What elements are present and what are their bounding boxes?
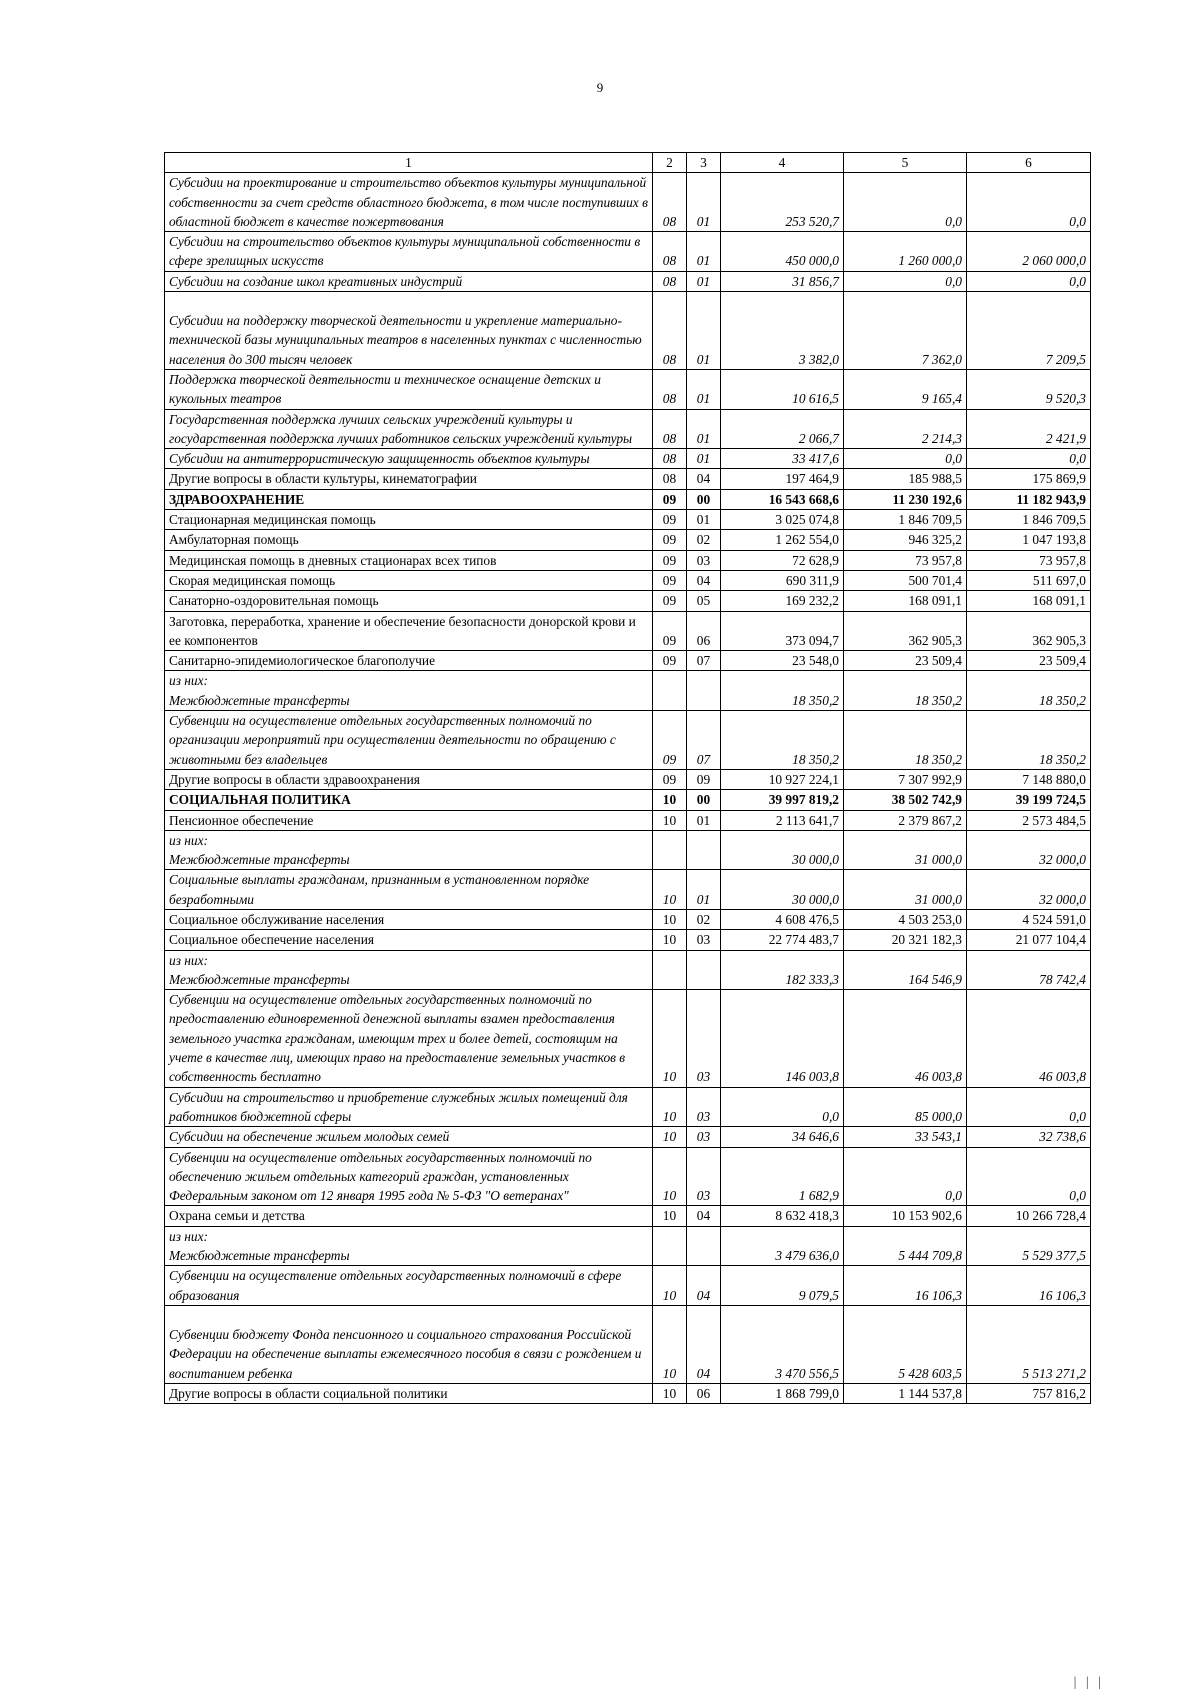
table-row bbox=[165, 769, 1091, 789]
amount-col6-cell: 757 816,2 bbox=[967, 1383, 1091, 1403]
amount-col4-cell: 182 333,3 bbox=[721, 950, 844, 990]
amount-col5-cell: 1 260 000,0 bbox=[844, 232, 967, 272]
row-name-cell: ЗДРАВООХРАНЕНИЕ bbox=[165, 489, 653, 509]
section-code-cell: 08 bbox=[653, 292, 687, 370]
row-name-cell: Субсидии на обеспечение жильем молодых семей bbox=[165, 1127, 653, 1147]
table-row bbox=[165, 810, 1091, 830]
table-row bbox=[165, 232, 1091, 272]
amount-col6-cell: 5 529 377,5 bbox=[967, 1226, 1091, 1266]
amount-col5-cell: 10 153 902,6 bbox=[844, 1206, 967, 1226]
amount-col6-cell: 23 509,4 bbox=[967, 651, 1091, 671]
section-code-cell bbox=[653, 671, 687, 711]
subsection-code-cell: 02 bbox=[687, 530, 721, 550]
subsection-code-cell: 06 bbox=[687, 1383, 721, 1403]
amount-col6-cell: 9 520,3 bbox=[967, 369, 1091, 409]
subsection-code-cell: 03 bbox=[687, 1147, 721, 1206]
table-row bbox=[165, 1226, 1091, 1266]
amount-col5-cell: 16 106,3 bbox=[844, 1266, 967, 1306]
amount-col4-cell: 3 470 556,5 bbox=[721, 1305, 844, 1383]
row-name-cell: Стационарная медицинская помощь bbox=[165, 510, 653, 530]
section-code-cell bbox=[653, 950, 687, 990]
amount-col6-cell: 4 524 591,0 bbox=[967, 909, 1091, 929]
table-row bbox=[165, 990, 1091, 1087]
subsection-code-cell: 04 bbox=[687, 570, 721, 590]
amount-col6-cell: 5 513 271,2 bbox=[967, 1305, 1091, 1383]
header-cell-4: 4 bbox=[721, 153, 844, 173]
amount-col6-cell: 11 182 943,9 bbox=[967, 489, 1091, 509]
amount-col4-cell: 4 608 476,5 bbox=[721, 909, 844, 929]
amount-col5-cell: 23 509,4 bbox=[844, 651, 967, 671]
amount-col5-cell: 164 546,9 bbox=[844, 950, 967, 990]
amount-col6-cell: 32 738,6 bbox=[967, 1127, 1091, 1147]
amount-col4-cell: 450 000,0 bbox=[721, 232, 844, 272]
table-row bbox=[165, 950, 1091, 990]
subsection-code-cell: 01 bbox=[687, 232, 721, 272]
amount-col4-cell: 2 066,7 bbox=[721, 409, 844, 449]
row-name-cell: Скорая медицинская помощь bbox=[165, 570, 653, 590]
amount-col4-cell: 18 350,2 bbox=[721, 671, 844, 711]
row-name-cell: из них: Межбюджетные трансферты bbox=[165, 1226, 653, 1266]
amount-col4-cell: 8 632 418,3 bbox=[721, 1206, 844, 1226]
table-row bbox=[165, 1147, 1091, 1206]
amount-col5-cell: 0,0 bbox=[844, 1147, 967, 1206]
subsection-code-cell: 01 bbox=[687, 173, 721, 232]
section-code-cell: 09 bbox=[653, 489, 687, 509]
table-row bbox=[165, 469, 1091, 489]
amount-col4-cell: 72 628,9 bbox=[721, 550, 844, 570]
table-row bbox=[165, 1383, 1091, 1403]
table-row bbox=[165, 909, 1091, 929]
subsection-code-cell: 04 bbox=[687, 1266, 721, 1306]
amount-col6-cell: 0,0 bbox=[967, 173, 1091, 232]
subsection-code-cell: 01 bbox=[687, 271, 721, 291]
amount-col4-cell: 33 417,6 bbox=[721, 449, 844, 469]
row-name-cell: Социальное обеспечение населения bbox=[165, 930, 653, 950]
section-code-cell: 10 bbox=[653, 1147, 687, 1206]
section-code-cell: 10 bbox=[653, 870, 687, 910]
amount-col5-cell: 31 000,0 bbox=[844, 870, 967, 910]
amount-col5-cell: 946 325,2 bbox=[844, 530, 967, 550]
section-code-cell: 08 bbox=[653, 271, 687, 291]
amount-col5-cell: 2 379 867,2 bbox=[844, 810, 967, 830]
amount-col5-cell: 5 444 709,8 bbox=[844, 1226, 967, 1266]
row-name-cell: Субсидии на антитеррористическую защищенность объектов культуры bbox=[165, 449, 653, 469]
subsection-code-cell: 04 bbox=[687, 469, 721, 489]
amount-col6-cell: 16 106,3 bbox=[967, 1266, 1091, 1306]
amount-col5-cell: 18 350,2 bbox=[844, 671, 967, 711]
table-row bbox=[165, 271, 1091, 291]
section-code-cell: 08 bbox=[653, 369, 687, 409]
subsection-code-cell: 05 bbox=[687, 591, 721, 611]
table-row bbox=[165, 369, 1091, 409]
table-row bbox=[165, 611, 1091, 651]
row-name-cell: Субсидии на создание школ креативных индустрий bbox=[165, 271, 653, 291]
row-name-cell: Субвенции на осуществление отдельных государственных полномочий по организации мероприятий при осуществлении деятельности по обращению с животными без владельцев bbox=[165, 711, 653, 770]
section-code-cell: 09 bbox=[653, 570, 687, 590]
subsection-code-cell: 01 bbox=[687, 449, 721, 469]
amount-col6-cell: 18 350,2 bbox=[967, 711, 1091, 770]
amount-col5-cell: 0,0 bbox=[844, 449, 967, 469]
table-row bbox=[165, 870, 1091, 910]
subsection-code-cell: 03 bbox=[687, 930, 721, 950]
amount-col5-cell: 4 503 253,0 bbox=[844, 909, 967, 929]
amount-col4-cell: 146 003,8 bbox=[721, 990, 844, 1087]
section-code-cell: 09 bbox=[653, 530, 687, 550]
table-row bbox=[165, 790, 1091, 810]
table-row bbox=[165, 570, 1091, 590]
amount-col4-cell: 18 350,2 bbox=[721, 711, 844, 770]
table-row bbox=[165, 651, 1091, 671]
amount-col5-cell: 73 957,8 bbox=[844, 550, 967, 570]
table-row bbox=[165, 292, 1091, 370]
section-code-cell: 10 bbox=[653, 1305, 687, 1383]
amount-col4-cell: 169 232,2 bbox=[721, 591, 844, 611]
row-name-cell: Санитарно-эпидемиологическое благополучие bbox=[165, 651, 653, 671]
amount-col6-cell: 0,0 bbox=[967, 1147, 1091, 1206]
table-header-row bbox=[165, 153, 1091, 173]
amount-col6-cell: 0,0 bbox=[967, 271, 1091, 291]
amount-col4-cell: 3 382,0 bbox=[721, 292, 844, 370]
amount-col5-cell: 11 230 192,6 bbox=[844, 489, 967, 509]
section-code-cell: 08 bbox=[653, 449, 687, 469]
amount-col4-cell: 34 646,6 bbox=[721, 1127, 844, 1147]
amount-col5-cell: 7 362,0 bbox=[844, 292, 967, 370]
section-code-cell: 09 bbox=[653, 711, 687, 770]
amount-col4-cell: 0,0 bbox=[721, 1087, 844, 1127]
amount-col5-cell: 33 543,1 bbox=[844, 1127, 967, 1147]
section-code-cell: 10 bbox=[653, 810, 687, 830]
page-number: 9 bbox=[596, 80, 604, 95]
section-code-cell: 08 bbox=[653, 409, 687, 449]
amount-col6-cell: 10 266 728,4 bbox=[967, 1206, 1091, 1226]
budget-table bbox=[164, 152, 1091, 1404]
subsection-code-cell: 01 bbox=[687, 810, 721, 830]
amount-col4-cell: 3 479 636,0 bbox=[721, 1226, 844, 1266]
row-name-cell: СОЦИАЛЬНАЯ ПОЛИТИКА bbox=[165, 790, 653, 810]
subsection-code-cell: 01 bbox=[687, 510, 721, 530]
header-cell-6: 6 bbox=[967, 153, 1091, 173]
row-name-cell: Субвенции на осуществление отдельных государственных полномочий по обеспечению жильем отдельных категорий граждан, установленных Федеральным законом от 12 января 1995 года № 5-ФЗ "О ветеранах" bbox=[165, 1147, 653, 1206]
amount-col4-cell: 30 000,0 bbox=[721, 870, 844, 910]
section-code-cell: 10 bbox=[653, 1206, 687, 1226]
table-row bbox=[165, 591, 1091, 611]
subsection-code-cell: 09 bbox=[687, 769, 721, 789]
amount-col5-cell: 362 905,3 bbox=[844, 611, 967, 651]
row-name-cell: Субвенции на осуществление отдельных государственных полномочий в сфере образования bbox=[165, 1266, 653, 1306]
table-row bbox=[165, 1206, 1091, 1226]
amount-col6-cell: 18 350,2 bbox=[967, 671, 1091, 711]
amount-col6-cell: 46 003,8 bbox=[967, 990, 1091, 1087]
row-name-cell: Другие вопросы в области социальной политики bbox=[165, 1383, 653, 1403]
header-cell-5: 5 bbox=[844, 153, 967, 173]
section-code-cell: 10 bbox=[653, 930, 687, 950]
amount-col4-cell: 690 311,9 bbox=[721, 570, 844, 590]
section-code-cell: 08 bbox=[653, 232, 687, 272]
amount-col6-cell: 0,0 bbox=[967, 449, 1091, 469]
amount-col4-cell: 31 856,7 bbox=[721, 271, 844, 291]
subsection-code-cell: 03 bbox=[687, 550, 721, 570]
amount-col4-cell: 197 464,9 bbox=[721, 469, 844, 489]
amount-col6-cell: 0,0 bbox=[967, 1087, 1091, 1127]
subsection-code-cell: 01 bbox=[687, 292, 721, 370]
amount-col5-cell: 1 846 709,5 bbox=[844, 510, 967, 530]
subsection-code-cell: 04 bbox=[687, 1305, 721, 1383]
amount-col6-cell: 78 742,4 bbox=[967, 950, 1091, 990]
amount-col6-cell: 39 199 724,5 bbox=[967, 790, 1091, 810]
row-name-cell: Заготовка, переработка, хранение и обеспечение безопасности донорской крови и ее компонентов bbox=[165, 611, 653, 651]
subsection-code-cell: 07 bbox=[687, 651, 721, 671]
section-code-cell bbox=[653, 1226, 687, 1266]
table-row bbox=[165, 550, 1091, 570]
section-code-cell: 10 bbox=[653, 1266, 687, 1306]
row-name-cell: Охрана семьи и детства bbox=[165, 1206, 653, 1226]
amount-col6-cell: 73 957,8 bbox=[967, 550, 1091, 570]
table-row bbox=[165, 449, 1091, 469]
amount-col5-cell: 185 988,5 bbox=[844, 469, 967, 489]
amount-col4-cell: 16 543 668,6 bbox=[721, 489, 844, 509]
amount-col4-cell: 22 774 483,7 bbox=[721, 930, 844, 950]
subsection-code-cell: 01 bbox=[687, 409, 721, 449]
amount-col4-cell: 10 616,5 bbox=[721, 369, 844, 409]
section-code-cell: 08 bbox=[653, 469, 687, 489]
amount-col5-cell: 9 165,4 bbox=[844, 369, 967, 409]
row-name-cell: Социальное обслуживание населения bbox=[165, 909, 653, 929]
section-code-cell: 10 bbox=[653, 909, 687, 929]
subsection-code-cell: 04 bbox=[687, 1206, 721, 1226]
subsection-code-cell: 06 bbox=[687, 611, 721, 651]
amount-col4-cell: 1 262 554,0 bbox=[721, 530, 844, 550]
subsection-code-cell: 03 bbox=[687, 1087, 721, 1127]
amount-col6-cell: 168 091,1 bbox=[967, 591, 1091, 611]
row-name-cell: Другие вопросы в области культуры, кинематографии bbox=[165, 469, 653, 489]
amount-col6-cell: 32 000,0 bbox=[967, 870, 1091, 910]
amount-col5-cell: 0,0 bbox=[844, 271, 967, 291]
subsection-code-cell: 02 bbox=[687, 909, 721, 929]
table-row bbox=[165, 489, 1091, 509]
amount-col5-cell: 85 000,0 bbox=[844, 1087, 967, 1127]
amount-col6-cell: 1 047 193,8 bbox=[967, 530, 1091, 550]
row-name-cell: Субсидии на строительство объектов культуры муниципальной собственности в сфере зрелищных искусств bbox=[165, 232, 653, 272]
amount-col5-cell: 0,0 bbox=[844, 173, 967, 232]
amount-col4-cell: 3 025 074,8 bbox=[721, 510, 844, 530]
table-row bbox=[165, 930, 1091, 950]
amount-col4-cell: 373 094,7 bbox=[721, 611, 844, 651]
section-code-cell: 09 bbox=[653, 550, 687, 570]
amount-col4-cell: 1 868 799,0 bbox=[721, 1383, 844, 1403]
table-row bbox=[165, 510, 1091, 530]
header-cell-2: 2 bbox=[653, 153, 687, 173]
amount-col5-cell: 5 428 603,5 bbox=[844, 1305, 967, 1383]
subsection-code-cell: 03 bbox=[687, 990, 721, 1087]
section-code-cell: 10 bbox=[653, 1087, 687, 1127]
section-code-cell bbox=[653, 830, 687, 870]
section-code-cell: 09 bbox=[653, 611, 687, 651]
amount-col6-cell: 362 905,3 bbox=[967, 611, 1091, 651]
table-row bbox=[165, 711, 1091, 770]
table-row bbox=[165, 671, 1091, 711]
header-cell-3: 3 bbox=[687, 153, 721, 173]
amount-col6-cell: 7 148 880,0 bbox=[967, 769, 1091, 789]
amount-col5-cell: 20 321 182,3 bbox=[844, 930, 967, 950]
row-name-cell: из них: Межбюджетные трансферты bbox=[165, 671, 653, 711]
row-name-cell: Государственная поддержка лучших сельских учреждений культуры и государственная поддержка лучших работников сельских учреждений культуры bbox=[165, 409, 653, 449]
row-name-cell: Субсидии на поддержку творческой деятельности и укрепление материально-технической базы муниципальных театров в населенных пунктах с численностью населения до 300 тысяч человек bbox=[165, 292, 653, 370]
subsection-code-cell: 01 bbox=[687, 870, 721, 910]
section-code-cell: 08 bbox=[653, 173, 687, 232]
subsection-code-cell: 03 bbox=[687, 1127, 721, 1147]
row-name-cell: Медицинская помощь в дневных стационарах всех типов bbox=[165, 550, 653, 570]
amount-col5-cell: 46 003,8 bbox=[844, 990, 967, 1087]
subsection-code-cell: 01 bbox=[687, 369, 721, 409]
amount-col4-cell: 2 113 641,7 bbox=[721, 810, 844, 830]
amount-col5-cell: 38 502 742,9 bbox=[844, 790, 967, 810]
amount-col4-cell: 253 520,7 bbox=[721, 173, 844, 232]
scan-marks: | | | bbox=[1073, 1675, 1104, 1690]
amount-col5-cell: 31 000,0 bbox=[844, 830, 967, 870]
amount-col4-cell: 30 000,0 bbox=[721, 830, 844, 870]
row-name-cell: Субвенции бюджету Фонда пенсионного и социального страхования Российской Федерации на обеспечение выплаты ежемесячного пособия в связи с рождением и воспитанием ребенка bbox=[165, 1305, 653, 1383]
row-name-cell: Субвенции на осуществление отдельных государственных полномочий по предоставлению единовременной денежной выплаты взамен предоставления земельного участка гражданам, имеющим трех и более детей, состоящим на учете в качестве лиц, имеющих право на предоставление земельных участков в собственность бесплатно bbox=[165, 990, 653, 1087]
amount-col6-cell: 7 209,5 bbox=[967, 292, 1091, 370]
table-row bbox=[165, 1127, 1091, 1147]
amount-col6-cell: 2 573 484,5 bbox=[967, 810, 1091, 830]
amount-col6-cell: 511 697,0 bbox=[967, 570, 1091, 590]
row-name-cell: Субсидии на строительство и приобретение служебных жилых помещений для работников бюджетной сферы bbox=[165, 1087, 653, 1127]
subsection-code-cell: 00 bbox=[687, 790, 721, 810]
table-row bbox=[165, 1087, 1091, 1127]
amount-col6-cell: 175 869,9 bbox=[967, 469, 1091, 489]
subsection-code-cell: 00 bbox=[687, 489, 721, 509]
table-body bbox=[165, 173, 1091, 1404]
subsection-code-cell bbox=[687, 950, 721, 990]
amount-col4-cell: 9 079,5 bbox=[721, 1266, 844, 1306]
section-code-cell: 09 bbox=[653, 651, 687, 671]
amount-col6-cell: 1 846 709,5 bbox=[967, 510, 1091, 530]
row-name-cell: Социальные выплаты гражданам, признанным в установленном порядке безработными bbox=[165, 870, 653, 910]
header-cell-1: 1 bbox=[165, 153, 653, 173]
table-row bbox=[165, 530, 1091, 550]
table-row bbox=[165, 830, 1091, 870]
section-code-cell: 10 bbox=[653, 990, 687, 1087]
section-code-cell: 10 bbox=[653, 1127, 687, 1147]
row-name-cell: Поддержка творческой деятельности и техническое оснащение детских и кукольных театров bbox=[165, 369, 653, 409]
amount-col5-cell: 7 307 992,9 bbox=[844, 769, 967, 789]
subsection-code-cell bbox=[687, 830, 721, 870]
amount-col5-cell: 1 144 537,8 bbox=[844, 1383, 967, 1403]
row-name-cell: Другие вопросы в области здравоохранения bbox=[165, 769, 653, 789]
amount-col5-cell: 168 091,1 bbox=[844, 591, 967, 611]
amount-col5-cell: 18 350,2 bbox=[844, 711, 967, 770]
section-code-cell: 10 bbox=[653, 790, 687, 810]
row-name-cell: Пенсионное обеспечение bbox=[165, 810, 653, 830]
row-name-cell: из них: Межбюджетные трансферты bbox=[165, 830, 653, 870]
amount-col4-cell: 10 927 224,1 bbox=[721, 769, 844, 789]
row-name-cell: Амбулаторная помощь bbox=[165, 530, 653, 550]
row-name-cell: из них: Межбюджетные трансферты bbox=[165, 950, 653, 990]
amount-col5-cell: 2 214,3 bbox=[844, 409, 967, 449]
section-code-cell: 09 bbox=[653, 769, 687, 789]
table-row bbox=[165, 1305, 1091, 1383]
section-code-cell: 09 bbox=[653, 510, 687, 530]
table-row bbox=[165, 173, 1091, 232]
amount-col5-cell: 500 701,4 bbox=[844, 570, 967, 590]
amount-col4-cell: 23 548,0 bbox=[721, 651, 844, 671]
amount-col6-cell: 2 060 000,0 bbox=[967, 232, 1091, 272]
amount-col6-cell: 32 000,0 bbox=[967, 830, 1091, 870]
subsection-code-cell bbox=[687, 1226, 721, 1266]
row-name-cell: Санаторно-оздоровительная помощь bbox=[165, 591, 653, 611]
table-row bbox=[165, 409, 1091, 449]
table-row bbox=[165, 1266, 1091, 1306]
row-name-cell: Субсидии на проектирование и строительство объектов культуры муниципальной собственности за счет средств областного бюджета, в том числе поступивших в областной бюджет в качестве пожертвования bbox=[165, 173, 653, 232]
section-code-cell: 10 bbox=[653, 1383, 687, 1403]
subsection-code-cell bbox=[687, 671, 721, 711]
amount-col6-cell: 2 421,9 bbox=[967, 409, 1091, 449]
amount-col4-cell: 39 997 819,2 bbox=[721, 790, 844, 810]
amount-col6-cell: 21 077 104,4 bbox=[967, 930, 1091, 950]
amount-col4-cell: 1 682,9 bbox=[721, 1147, 844, 1206]
section-code-cell: 09 bbox=[653, 591, 687, 611]
subsection-code-cell: 07 bbox=[687, 711, 721, 770]
